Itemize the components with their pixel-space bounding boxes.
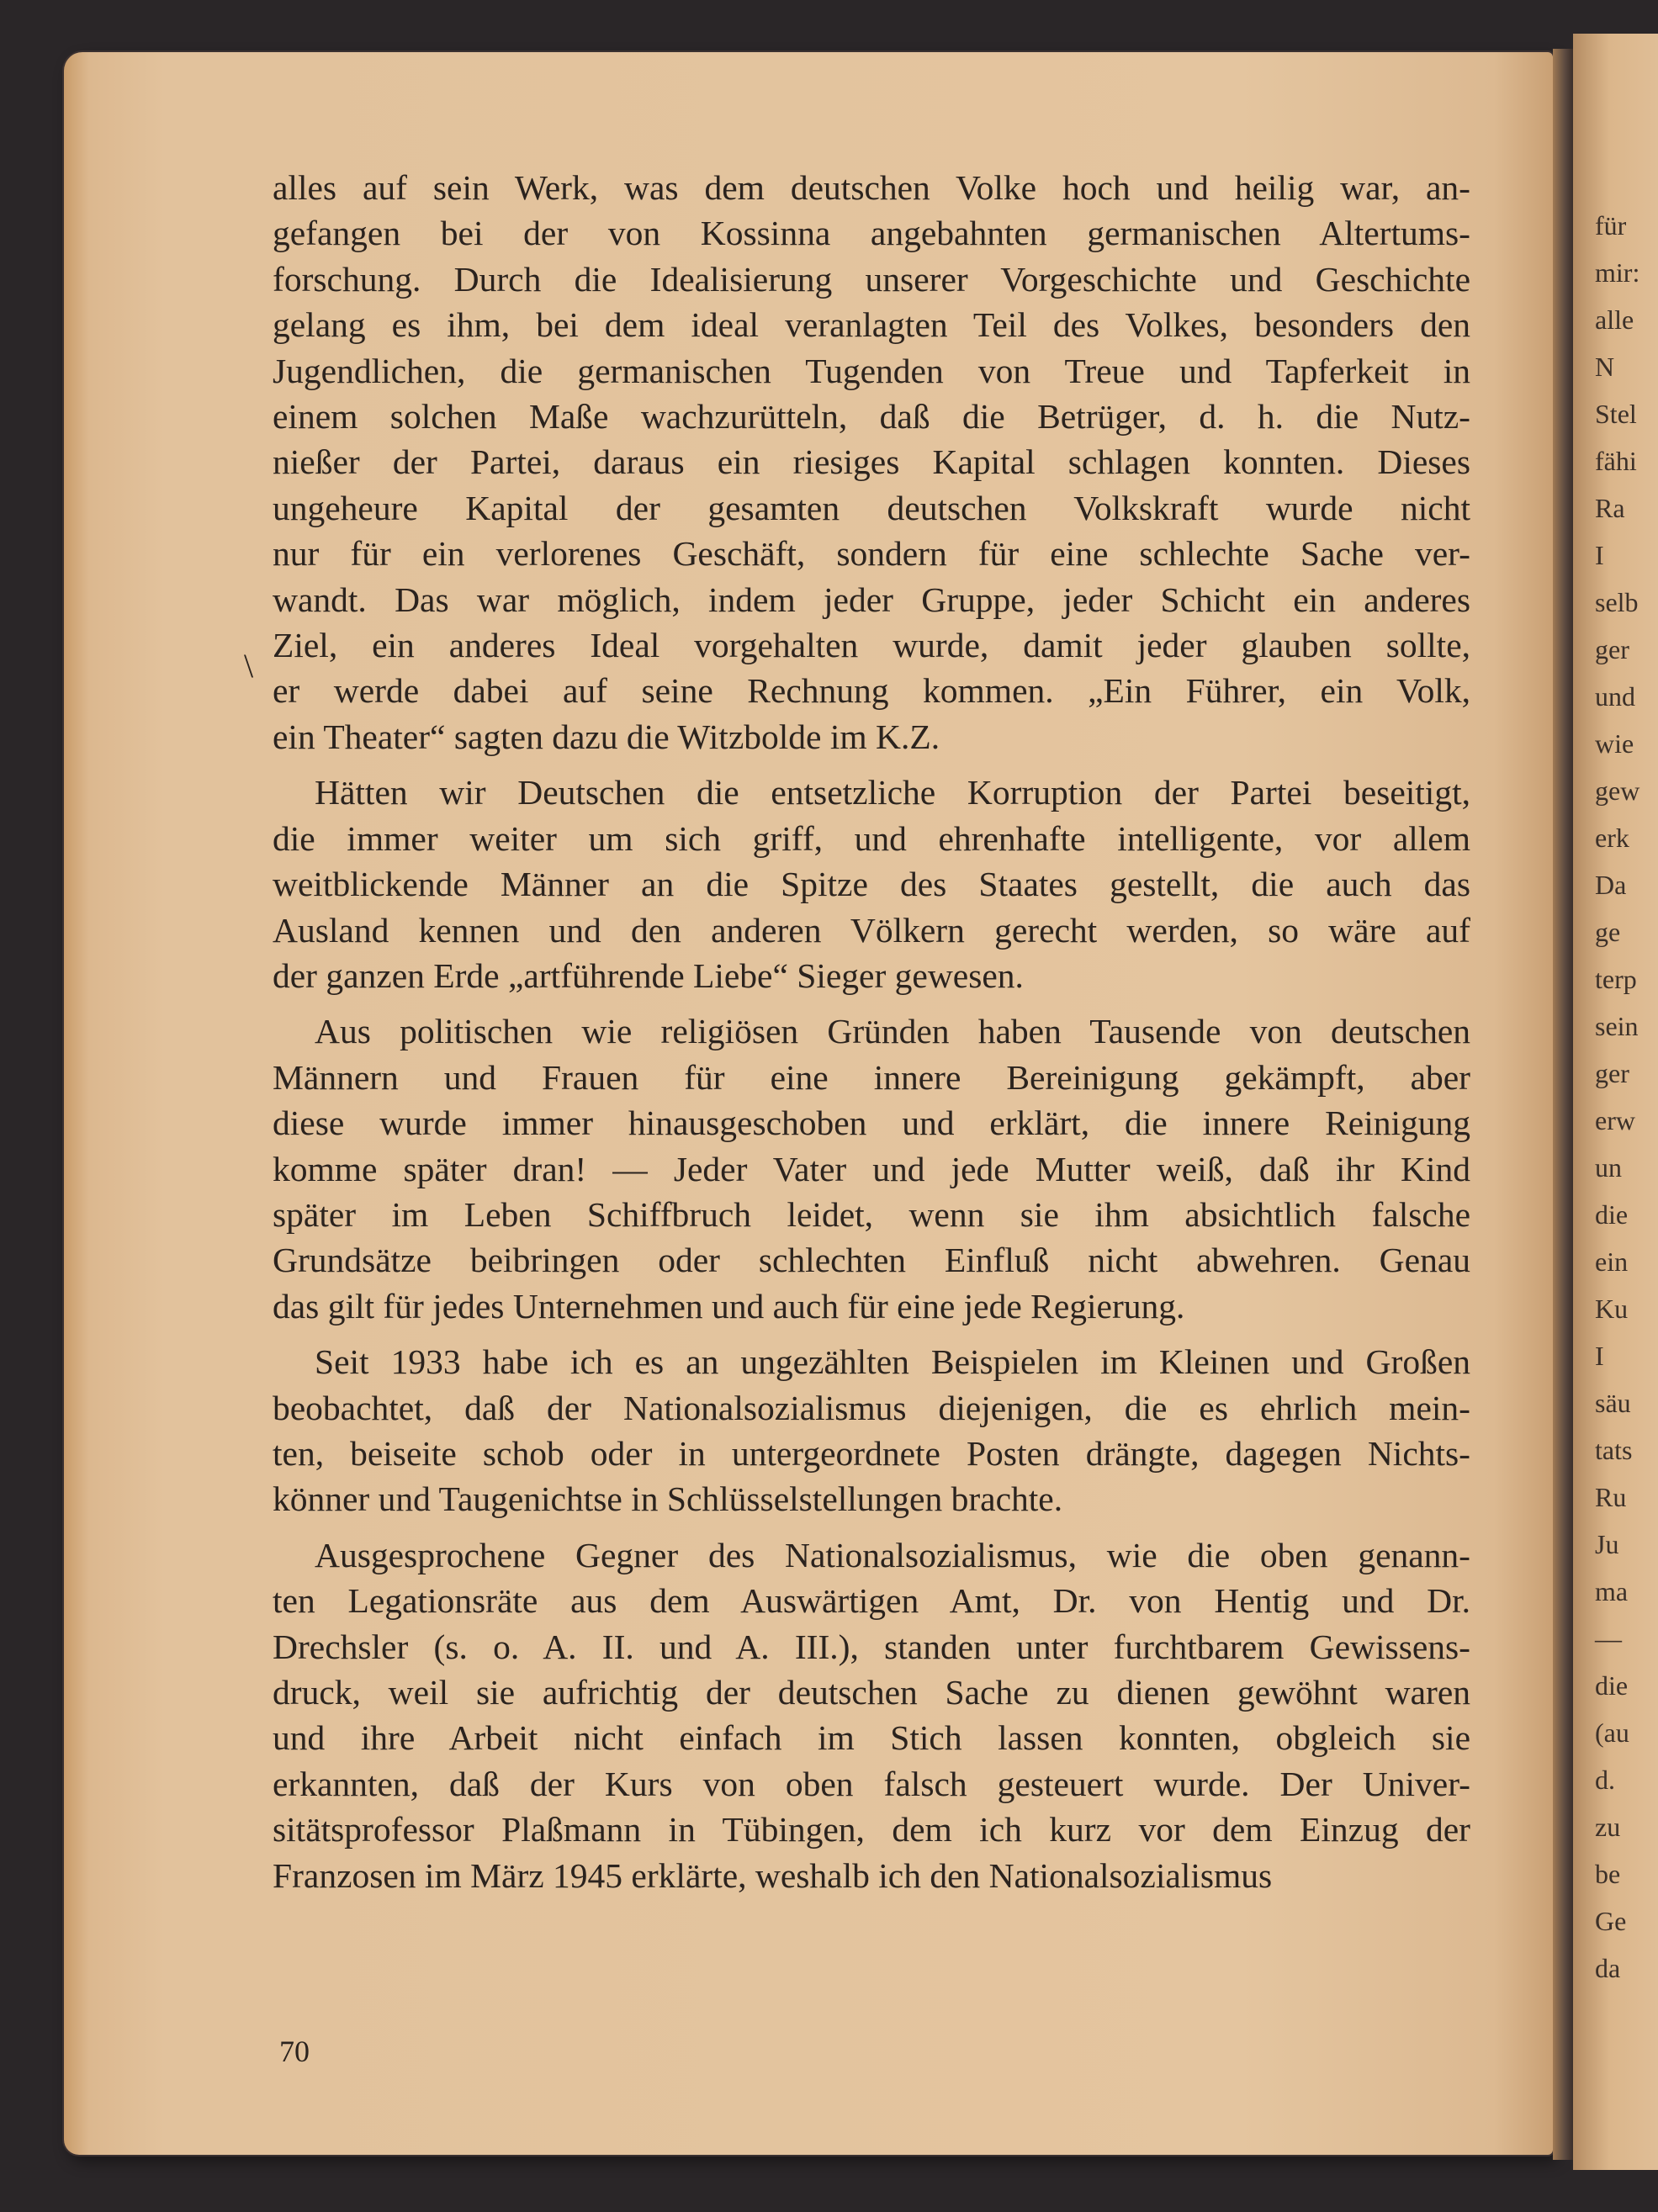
paragraph-gap — [273, 1329, 1470, 1339]
text-line: ten, beiseite schob oder in untergeordnete Posten drängte, dagegen Nichts- — [273, 1433, 1470, 1473]
text-line: diese wurde immer hinausgeschoben und erklärt, die innere Reinigung — [273, 1103, 1470, 1143]
right-page-fragment: Ku — [1595, 1294, 1629, 1324]
text-line: erkannten, daß der Kurs von oben falsch gesteuert wurde. Der Univer- — [273, 1764, 1470, 1803]
book-gutter — [1553, 49, 1573, 2160]
text-line: Aus politischen wie religiösen Gründen haben Tausende von deutschen — [315, 1012, 1470, 1051]
paragraph-gap — [273, 998, 1470, 1008]
right-page-fragment: erw — [1595, 1105, 1635, 1135]
right-page-fragment: I — [1595, 1341, 1604, 1371]
text-line: Männern und Frauen für eine innere Bereinigung gekämpft, aber — [273, 1057, 1470, 1097]
right-page-fragment: terp — [1595, 964, 1637, 994]
text-line: ein Theater“ sagten dazu die Witzbolde im K.Z. — [273, 717, 940, 756]
right-page-fragment: ger — [1595, 1058, 1629, 1088]
text-line: gefangen bei der von Kossinna angebahnten germanischen Altertums- — [273, 214, 1470, 253]
text-line: er werde dabei auf seine Rechnung kommen. „Ein Führer, ein Volk, — [273, 671, 1470, 711]
text-line: ten Legationsräte aus dem Auswärtigen Amt, Dr. von Hentig und Dr. — [273, 1581, 1470, 1621]
right-page-fragment: alle — [1595, 304, 1634, 335]
text-line: gelang es ihm, bei dem ideal veranlagten Teil des Volkes, besonders den — [273, 305, 1470, 345]
right-page-fragment: un — [1595, 1152, 1622, 1183]
right-page-fragment: Ge — [1595, 1906, 1627, 1936]
text-line: sitätsprofessor Plaßmann in Tübingen, dem ich kurz vor dem Einzug der — [273, 1810, 1470, 1850]
text-line: komme später dran! — Jeder Vater und jede Mutter weiß, daß ihr Kind — [273, 1149, 1470, 1188]
right-page-fragment: und — [1595, 681, 1635, 712]
right-page-fragment: selb — [1595, 587, 1639, 617]
right-page-fragment: Stel — [1595, 399, 1637, 429]
text-line: das gilt für jedes Unternehmen und auch für eine jede Regierung. — [273, 1286, 1185, 1326]
right-page-fragment: tats — [1595, 1435, 1633, 1465]
margin-mark: \ — [244, 647, 254, 685]
text-line: Jugendlichen, die germanischen Tugenden von Treue und Tapferkeit in — [273, 351, 1470, 390]
right-page-fragment: Da — [1595, 870, 1627, 900]
text-line: Ziel, ein anderes Ideal vorgehalten wurde, damit jeder glauben sollte, — [273, 626, 1470, 665]
text-line: nießer der Partei, daraus ein riesiges Kapital schlagen konnten. Dieses — [273, 442, 1470, 482]
right-page-fragment: gew — [1595, 775, 1640, 806]
right-page-edge — [1573, 34, 1658, 2170]
right-page-fragment: be — [1595, 1859, 1621, 1889]
right-page-fragment: fähi — [1595, 446, 1637, 476]
right-page-fragment: I — [1595, 540, 1604, 570]
paragraph — [273, 1339, 1470, 1522]
right-page-fragment: da — [1595, 1953, 1621, 1983]
text-line: Grundsätze beibringen oder schlechten Einfluß nicht abwehren. Genau — [273, 1241, 1470, 1280]
right-page-fragment: sein — [1595, 1011, 1639, 1041]
right-page-fragment: die — [1595, 1199, 1629, 1230]
text-line: einem solchen Maße wachzurütteln, daß die Betrüger, d. h. die Nutz- — [273, 397, 1470, 437]
text-line: beobachtet, daß der Nationalsozialismus diejenigen, die es ehrlich mein- — [273, 1388, 1470, 1427]
right-page-fragment: säu — [1595, 1388, 1631, 1418]
right-page-fragment: N — [1595, 352, 1615, 382]
right-page-fragment: die — [1595, 1670, 1629, 1701]
right-page-fragment: Ru — [1595, 1482, 1627, 1512]
text-line: ungeheure Kapital der gesamten deutschen Volkskraft wurde nicht — [273, 488, 1470, 527]
right-page-fragment: Ju — [1595, 1529, 1619, 1559]
text-line: alles auf sein Werk, was dem deutschen Volke hoch und heilig war, an- — [273, 168, 1470, 207]
text-line: und ihre Arbeit nicht einfach im Stich lassen konnten, obgleich sie — [273, 1718, 1470, 1758]
text-line: weitblickende Männer an die Spitze des Staates gestellt, die auch das — [273, 865, 1470, 904]
paragraph — [273, 770, 1470, 998]
text-line: nur für ein verlorenes Geschäft, sondern für eine schlechte Sache ver- — [273, 534, 1470, 574]
text-line: könner und Taugenichtse in Schlüsselstellungen brachte. — [273, 1479, 1063, 1519]
text-line: Ausgesprochene Gegner des Nationalsozialismus, wie die oben genann- — [315, 1535, 1470, 1574]
text-line: forschung. Durch die Idealisierung unserer Vorgeschichte und Geschichte — [273, 259, 1470, 299]
paragraph — [273, 1008, 1470, 1329]
text-line: druck, weil sie aufrichtig der deutschen Sache zu dienen gewöhnt waren — [273, 1673, 1470, 1712]
body-text — [273, 165, 1470, 1898]
right-page-fragment: erk — [1595, 823, 1629, 853]
right-page-fragment: — — [1595, 1623, 1622, 1654]
paragraph-gap — [273, 1522, 1470, 1532]
right-page-fragment: wie — [1595, 728, 1634, 759]
right-page-fragment: ger — [1595, 634, 1629, 664]
text-line: Seit 1933 habe ich es an ungezählten Beispielen im Kleinen und Großen — [315, 1342, 1470, 1382]
text-line: Drechsler (s. o. A. II. und A. III.), standen unter furchtbarem Gewissens- — [273, 1627, 1470, 1666]
page-number: 70 — [279, 2035, 310, 2068]
right-page-fragment: für — [1595, 210, 1627, 241]
text-line: Franzosen im März 1945 erklärte, weshalb ich den Nationalsozialismus — [273, 1855, 1273, 1895]
right-page-fragment: ma — [1595, 1576, 1629, 1606]
text-line: später im Leben Schiffbruch leidet, wenn sie ihm absichtlich falsche — [273, 1194, 1470, 1234]
right-page-fragment: ein — [1595, 1246, 1629, 1277]
right-page-fragment: zu — [1595, 1812, 1621, 1842]
text-line: die immer weiter um sich griff, und ehrenhafte intelligente, vor allem — [273, 818, 1470, 858]
text-line: Hätten wir Deutschen die entsetzliche Korruption der Partei beseitigt, — [315, 773, 1470, 812]
paragraph — [273, 1532, 1470, 1898]
paragraph-gap — [273, 759, 1470, 770]
paragraph — [273, 165, 1470, 759]
text-line: der ganzen Erde „artführende Liebe“ Sieger gewesen. — [273, 955, 1024, 995]
right-page-fragment: (au — [1595, 1717, 1629, 1748]
right-page-fragment: d. — [1595, 1765, 1615, 1795]
right-page-fragment: Ra — [1595, 493, 1625, 523]
right-page-fragment: mir: — [1595, 257, 1640, 288]
right-page-fragment: ge — [1595, 917, 1621, 947]
text-line: Ausland kennen und den anderen Völkern gerecht werden, so wäre auf — [273, 910, 1470, 950]
text-line: wandt. Das war möglich, indem jeder Gruppe, jeder Schicht ein anderes — [273, 579, 1470, 619]
